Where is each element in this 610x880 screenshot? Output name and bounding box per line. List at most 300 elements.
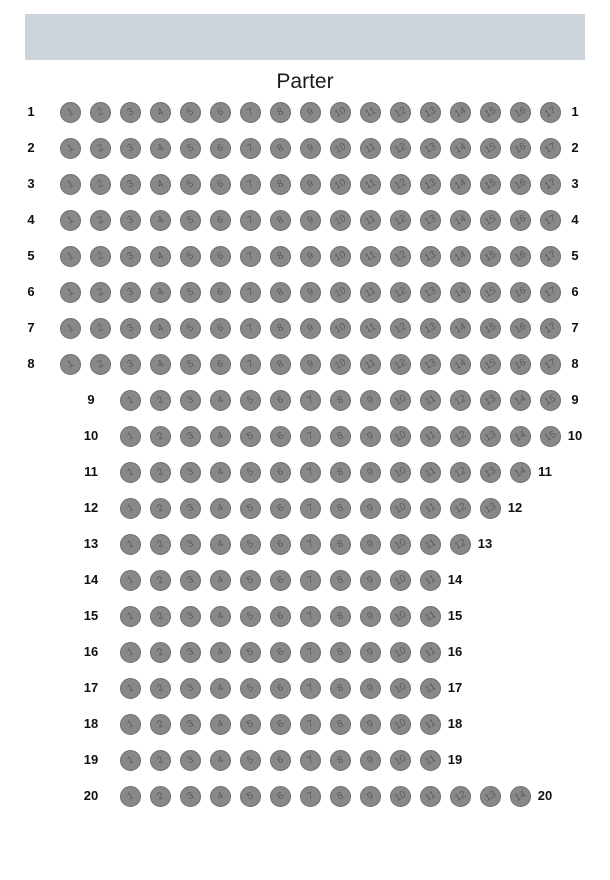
seat[interactable] — [150, 678, 171, 699]
seat[interactable] — [270, 678, 291, 699]
seat[interactable] — [270, 210, 291, 231]
seat[interactable] — [240, 426, 261, 447]
seat[interactable] — [240, 282, 261, 303]
seat[interactable] — [300, 354, 321, 375]
seat[interactable] — [420, 318, 441, 339]
seat[interactable] — [360, 318, 381, 339]
seat[interactable] — [180, 210, 201, 231]
seat[interactable] — [240, 606, 261, 627]
seat[interactable] — [300, 390, 321, 411]
seat[interactable] — [300, 246, 321, 267]
seat[interactable] — [180, 786, 201, 807]
seat[interactable] — [180, 138, 201, 159]
seat[interactable] — [420, 390, 441, 411]
seat[interactable] — [150, 570, 171, 591]
seat[interactable] — [150, 174, 171, 195]
seat[interactable] — [210, 138, 231, 159]
seat[interactable] — [180, 714, 201, 735]
seat[interactable] — [210, 102, 231, 123]
seat[interactable] — [510, 462, 531, 483]
seat[interactable] — [210, 534, 231, 555]
seat[interactable] — [390, 606, 411, 627]
seat[interactable] — [150, 318, 171, 339]
seat[interactable] — [420, 714, 441, 735]
seat[interactable] — [180, 246, 201, 267]
seat[interactable] — [480, 246, 501, 267]
seat[interactable] — [210, 426, 231, 447]
seat[interactable] — [330, 534, 351, 555]
seat[interactable] — [390, 138, 411, 159]
seat[interactable] — [180, 282, 201, 303]
seat[interactable] — [390, 102, 411, 123]
seat-map[interactable] — [0, 98, 610, 818]
seat[interactable] — [120, 606, 141, 627]
seat[interactable] — [210, 714, 231, 735]
seat[interactable] — [390, 714, 411, 735]
seat[interactable] — [360, 282, 381, 303]
seat[interactable] — [210, 390, 231, 411]
seat[interactable] — [150, 462, 171, 483]
seat[interactable] — [390, 246, 411, 267]
seat[interactable] — [480, 318, 501, 339]
seat-number: 5 — [185, 322, 196, 335]
seat[interactable] — [300, 102, 321, 123]
seat[interactable] — [90, 246, 111, 267]
seat[interactable] — [480, 138, 501, 159]
seat[interactable] — [330, 354, 351, 375]
seat[interactable] — [420, 786, 441, 807]
seat[interactable] — [210, 642, 231, 663]
seat[interactable] — [120, 786, 141, 807]
seat[interactable] — [300, 606, 321, 627]
seat[interactable] — [540, 210, 561, 231]
seat[interactable] — [450, 426, 471, 447]
seat[interactable] — [420, 174, 441, 195]
seat[interactable] — [330, 714, 351, 735]
seat[interactable] — [120, 462, 141, 483]
seat[interactable] — [240, 390, 261, 411]
seat[interactable] — [360, 570, 381, 591]
seat[interactable] — [360, 750, 381, 771]
seat[interactable] — [510, 318, 531, 339]
seat[interactable] — [300, 318, 321, 339]
seat[interactable] — [330, 462, 351, 483]
seat[interactable] — [180, 426, 201, 447]
seat[interactable] — [270, 534, 291, 555]
seat[interactable] — [60, 102, 81, 123]
seat[interactable] — [60, 138, 81, 159]
seat-number: 6 — [275, 682, 286, 695]
seat[interactable] — [150, 534, 171, 555]
seat[interactable] — [240, 570, 261, 591]
seat[interactable] — [360, 714, 381, 735]
seat[interactable] — [330, 426, 351, 447]
seat[interactable] — [210, 210, 231, 231]
seat[interactable] — [480, 786, 501, 807]
seat[interactable] — [180, 102, 201, 123]
seat[interactable] — [270, 642, 291, 663]
seat[interactable] — [120, 390, 141, 411]
seat[interactable] — [450, 390, 471, 411]
seat[interactable] — [300, 714, 321, 735]
seat[interactable] — [480, 426, 501, 447]
seat[interactable] — [120, 750, 141, 771]
seat[interactable] — [210, 462, 231, 483]
seat[interactable] — [360, 138, 381, 159]
seat[interactable] — [270, 462, 291, 483]
row-label-left: 17 — [83, 680, 99, 695]
seat[interactable] — [210, 246, 231, 267]
seat[interactable] — [420, 354, 441, 375]
seat[interactable] — [180, 318, 201, 339]
seat[interactable] — [240, 102, 261, 123]
seat[interactable] — [240, 462, 261, 483]
seat[interactable] — [360, 354, 381, 375]
seat[interactable] — [360, 102, 381, 123]
seat[interactable] — [240, 786, 261, 807]
seat[interactable] — [390, 570, 411, 591]
seat[interactable] — [450, 318, 471, 339]
seat[interactable] — [150, 282, 171, 303]
seat[interactable] — [360, 786, 381, 807]
seat[interactable] — [330, 318, 351, 339]
seat-row — [0, 314, 610, 350]
seat[interactable] — [330, 786, 351, 807]
seat[interactable] — [210, 678, 231, 699]
seat[interactable] — [360, 606, 381, 627]
seat[interactable] — [300, 210, 321, 231]
seat[interactable] — [330, 390, 351, 411]
seat[interactable] — [360, 462, 381, 483]
seat[interactable] — [480, 462, 501, 483]
seat[interactable] — [270, 282, 291, 303]
seat[interactable] — [210, 750, 231, 771]
seat[interactable] — [150, 246, 171, 267]
seat[interactable] — [210, 498, 231, 519]
seat[interactable] — [420, 102, 441, 123]
seat[interactable] — [360, 174, 381, 195]
seat[interactable] — [180, 642, 201, 663]
seat[interactable] — [150, 750, 171, 771]
seat[interactable] — [270, 786, 291, 807]
seat[interactable] — [150, 390, 171, 411]
seat[interactable] — [330, 750, 351, 771]
seat[interactable] — [240, 246, 261, 267]
seat[interactable] — [270, 426, 291, 447]
seat[interactable] — [390, 426, 411, 447]
seat[interactable] — [270, 174, 291, 195]
seat[interactable] — [120, 426, 141, 447]
seat[interactable] — [150, 354, 171, 375]
seat[interactable] — [330, 246, 351, 267]
seat[interactable] — [420, 498, 441, 519]
seat[interactable] — [510, 102, 531, 123]
seat[interactable] — [150, 102, 171, 123]
seat[interactable] — [390, 210, 411, 231]
seat[interactable] — [390, 282, 411, 303]
seat[interactable] — [180, 750, 201, 771]
seat[interactable] — [540, 426, 561, 447]
seat[interactable] — [360, 246, 381, 267]
seat[interactable] — [150, 138, 171, 159]
seat[interactable] — [180, 498, 201, 519]
seat[interactable] — [120, 174, 141, 195]
seat[interactable] — [90, 354, 111, 375]
seat[interactable] — [180, 606, 201, 627]
seat[interactable] — [420, 462, 441, 483]
seat[interactable] — [360, 534, 381, 555]
seat[interactable] — [450, 534, 471, 555]
seat[interactable] — [120, 102, 141, 123]
seat[interactable] — [330, 210, 351, 231]
seat[interactable] — [240, 138, 261, 159]
seat[interactable] — [150, 426, 171, 447]
seat[interactable] — [450, 138, 471, 159]
seat[interactable] — [480, 174, 501, 195]
seat[interactable] — [480, 498, 501, 519]
seat[interactable] — [150, 786, 171, 807]
seat[interactable] — [150, 642, 171, 663]
seat[interactable] — [270, 498, 291, 519]
seat[interactable] — [210, 282, 231, 303]
seat[interactable] — [300, 174, 321, 195]
seat[interactable] — [210, 570, 231, 591]
seat[interactable] — [60, 174, 81, 195]
seat[interactable] — [150, 498, 171, 519]
seat[interactable] — [180, 354, 201, 375]
seat[interactable] — [90, 210, 111, 231]
seat[interactable] — [240, 354, 261, 375]
seat[interactable] — [360, 642, 381, 663]
row-label-right: 14 — [447, 572, 463, 587]
seat[interactable] — [270, 246, 291, 267]
seat[interactable] — [450, 210, 471, 231]
seat-number: 4 — [155, 286, 166, 299]
seat[interactable] — [510, 138, 531, 159]
seat[interactable] — [420, 426, 441, 447]
seat[interactable] — [480, 354, 501, 375]
seat[interactable] — [420, 606, 441, 627]
seat[interactable] — [60, 318, 81, 339]
seat[interactable] — [390, 534, 411, 555]
seat[interactable] — [300, 426, 321, 447]
seat[interactable] — [150, 210, 171, 231]
seat[interactable] — [360, 498, 381, 519]
seat[interactable] — [270, 138, 291, 159]
seat[interactable] — [270, 714, 291, 735]
seat[interactable] — [450, 246, 471, 267]
seat[interactable] — [60, 282, 81, 303]
seat[interactable] — [360, 678, 381, 699]
seat[interactable] — [540, 282, 561, 303]
seat[interactable] — [420, 246, 441, 267]
seat[interactable] — [300, 678, 321, 699]
seat[interactable] — [390, 678, 411, 699]
seat[interactable] — [420, 138, 441, 159]
seat[interactable] — [270, 570, 291, 591]
seat[interactable] — [240, 534, 261, 555]
seat[interactable] — [60, 354, 81, 375]
seat[interactable] — [270, 750, 291, 771]
seat[interactable] — [510, 426, 531, 447]
seat[interactable] — [150, 714, 171, 735]
seat[interactable] — [180, 570, 201, 591]
seat[interactable] — [210, 174, 231, 195]
seat[interactable] — [420, 282, 441, 303]
seat[interactable] — [240, 714, 261, 735]
seat[interactable] — [510, 246, 531, 267]
seat-number: 5 — [185, 286, 196, 299]
seat[interactable] — [510, 786, 531, 807]
seat[interactable] — [510, 210, 531, 231]
seat[interactable] — [420, 678, 441, 699]
seat[interactable] — [450, 282, 471, 303]
seat[interactable] — [120, 534, 141, 555]
seat[interactable] — [240, 642, 261, 663]
seat[interactable] — [300, 138, 321, 159]
seat[interactable] — [480, 282, 501, 303]
seat[interactable] — [180, 534, 201, 555]
seat[interactable] — [120, 498, 141, 519]
seat[interactable] — [240, 174, 261, 195]
seat[interactable] — [180, 462, 201, 483]
seat[interactable] — [120, 210, 141, 231]
seat[interactable] — [420, 570, 441, 591]
seat[interactable] — [270, 318, 291, 339]
seat[interactable] — [330, 606, 351, 627]
seat[interactable] — [330, 570, 351, 591]
seat[interactable] — [540, 138, 561, 159]
seat[interactable] — [270, 606, 291, 627]
seat[interactable] — [330, 282, 351, 303]
seat[interactable] — [90, 102, 111, 123]
seat[interactable] — [240, 678, 261, 699]
seat[interactable] — [270, 354, 291, 375]
seat[interactable] — [390, 462, 411, 483]
seat[interactable] — [540, 318, 561, 339]
seat[interactable] — [210, 318, 231, 339]
seat[interactable] — [60, 210, 81, 231]
seat[interactable] — [390, 318, 411, 339]
seat-number: 2 — [155, 610, 166, 623]
seat[interactable] — [450, 174, 471, 195]
seat[interactable] — [240, 750, 261, 771]
seat[interactable] — [120, 678, 141, 699]
seat[interactable] — [240, 318, 261, 339]
seat[interactable] — [330, 174, 351, 195]
seat[interactable] — [330, 102, 351, 123]
seat[interactable] — [300, 462, 321, 483]
seat[interactable] — [390, 786, 411, 807]
seat[interactable] — [360, 390, 381, 411]
seat[interactable] — [330, 642, 351, 663]
seat[interactable] — [420, 210, 441, 231]
seat-number: 9 — [305, 106, 316, 119]
seat[interactable] — [480, 210, 501, 231]
seat[interactable] — [330, 138, 351, 159]
seat[interactable] — [120, 570, 141, 591]
seat[interactable] — [510, 282, 531, 303]
seat[interactable] — [390, 174, 411, 195]
seat[interactable] — [120, 138, 141, 159]
seat[interactable] — [180, 390, 201, 411]
seat[interactable] — [60, 246, 81, 267]
seat[interactable] — [210, 786, 231, 807]
seat[interactable] — [360, 426, 381, 447]
seat[interactable] — [120, 354, 141, 375]
seat[interactable] — [390, 498, 411, 519]
seat[interactable] — [390, 642, 411, 663]
seat[interactable] — [330, 498, 351, 519]
seat[interactable] — [450, 498, 471, 519]
seat[interactable] — [120, 282, 141, 303]
seat[interactable] — [300, 642, 321, 663]
seat[interactable] — [270, 390, 291, 411]
seat[interactable] — [450, 102, 471, 123]
seat[interactable] — [240, 210, 261, 231]
seat[interactable] — [540, 246, 561, 267]
seat[interactable] — [300, 570, 321, 591]
row-label-right: 3 — [571, 176, 579, 191]
seat[interactable] — [180, 678, 201, 699]
seat[interactable] — [510, 174, 531, 195]
seat[interactable] — [330, 678, 351, 699]
seat[interactable] — [420, 750, 441, 771]
seat-number: 9 — [305, 178, 316, 191]
seat[interactable] — [90, 282, 111, 303]
seat[interactable] — [390, 750, 411, 771]
seat[interactable] — [300, 750, 321, 771]
seat[interactable] — [450, 462, 471, 483]
seat[interactable] — [390, 354, 411, 375]
seat[interactable] — [510, 354, 531, 375]
seat[interactable] — [120, 642, 141, 663]
seat[interactable] — [120, 714, 141, 735]
seat[interactable] — [540, 174, 561, 195]
seat[interactable] — [210, 354, 231, 375]
seat[interactable] — [180, 174, 201, 195]
seat-number: 11 — [423, 645, 438, 660]
seat[interactable] — [480, 102, 501, 123]
seat[interactable] — [120, 318, 141, 339]
seat[interactable] — [390, 390, 411, 411]
seat[interactable] — [420, 534, 441, 555]
seat[interactable] — [360, 210, 381, 231]
seat[interactable] — [120, 246, 141, 267]
seat[interactable] — [480, 390, 501, 411]
seat[interactable] — [540, 102, 561, 123]
seat[interactable] — [420, 642, 441, 663]
seat-number: 15 — [483, 357, 498, 372]
seat[interactable] — [270, 102, 291, 123]
seat[interactable] — [300, 534, 321, 555]
seat[interactable] — [90, 174, 111, 195]
seat[interactable] — [450, 786, 471, 807]
seat[interactable] — [300, 786, 321, 807]
seat[interactable] — [540, 390, 561, 411]
seat[interactable] — [150, 606, 171, 627]
seat[interactable] — [240, 498, 261, 519]
seat[interactable] — [450, 354, 471, 375]
seat[interactable] — [300, 498, 321, 519]
seat[interactable] — [300, 282, 321, 303]
seat[interactable] — [540, 354, 561, 375]
seat[interactable] — [90, 138, 111, 159]
seat[interactable] — [210, 606, 231, 627]
seat-number: 5 — [245, 718, 256, 731]
seat[interactable] — [510, 390, 531, 411]
seat[interactable] — [90, 318, 111, 339]
